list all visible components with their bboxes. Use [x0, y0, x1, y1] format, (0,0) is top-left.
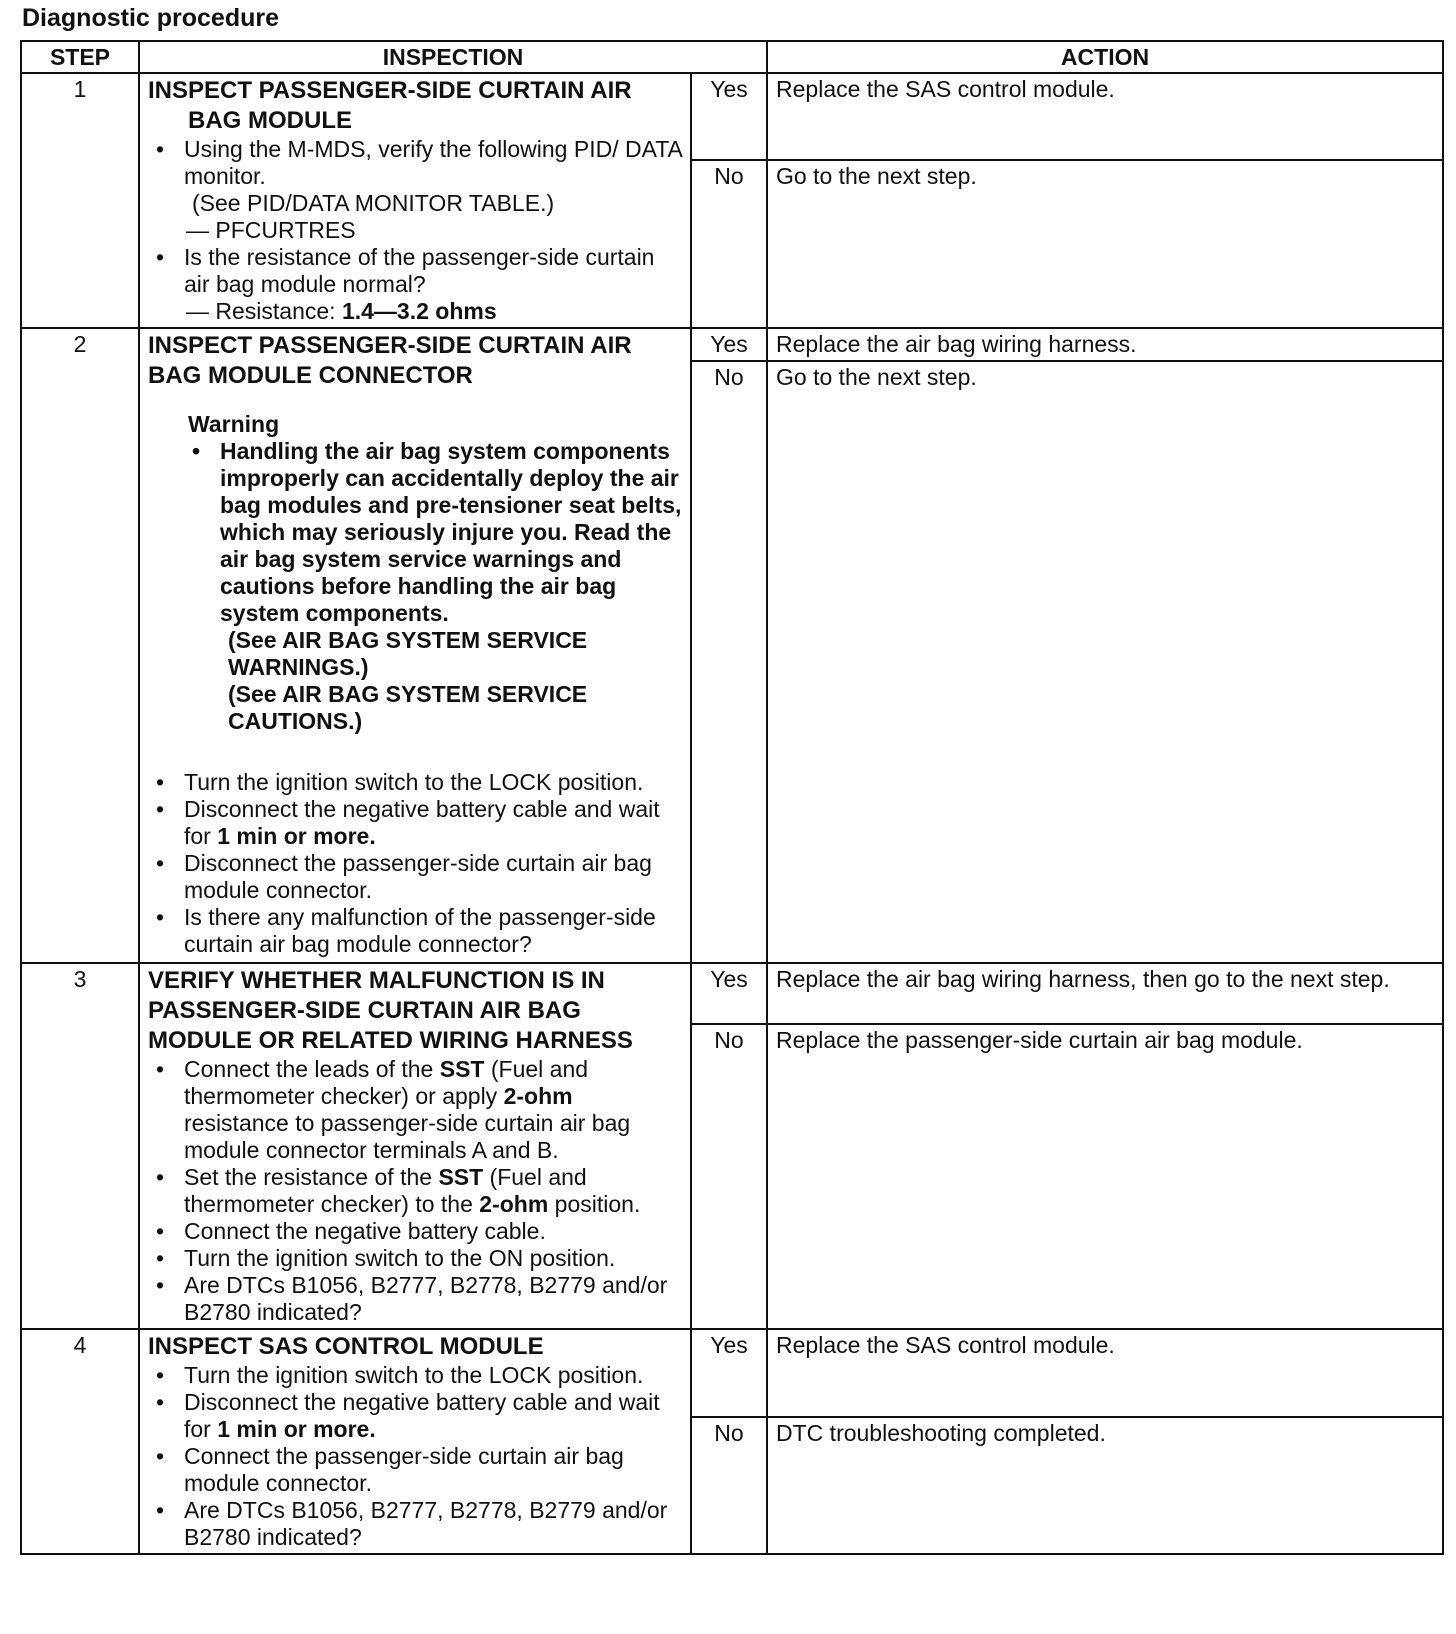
bullet-text: resistance to passenger-side curtain air bag module connector terminals A and B. — [184, 1110, 631, 1163]
bullet-text: Disconnect the negative battery cable and wait for — [184, 796, 660, 849]
table-row — [21, 328, 1443, 361]
list-item: • Turn the ignition switch to the LOCK position. — [184, 1362, 682, 1389]
no-action: Go to the next step. — [767, 361, 1443, 963]
yes-label: Yes — [691, 73, 767, 160]
no-action: Replace the passenger-side curtain air bag module. — [767, 1024, 1443, 1329]
list-item: • Turn the ignition switch to the ON position. — [184, 1245, 682, 1272]
yes-action: Replace the air bag wiring harness, then go to the next step. — [767, 963, 1443, 1024]
inspection-list — [148, 1362, 682, 1551]
no-action: DTC troubleshooting completed. — [767, 1417, 1443, 1555]
inspection-cell — [139, 963, 691, 1329]
list-item — [184, 1389, 682, 1443]
list-item: • Is there any malfunction of the passenger-side curtain air bag module connector? — [184, 904, 682, 958]
list-item: • Connect the negative battery cable. — [184, 1218, 682, 1245]
list-item: • Are DTCs B1056, B2777, B2778, B2779 and/or B2780 indicated? — [184, 1272, 682, 1326]
no-label: No — [691, 361, 767, 963]
list-item — [184, 1056, 682, 1164]
warning-list — [188, 438, 682, 735]
no-label: No — [691, 1417, 767, 1555]
warning-ref: (See AIR BAG SYSTEM SERVICE WARNINGS.) — [228, 627, 588, 680]
inspection-cell — [139, 73, 691, 328]
inspection-list — [148, 1056, 682, 1326]
bullet-text: Disconnect the negative battery cable and wait for — [184, 1389, 660, 1442]
bullet-text: Using the M-MDS, verify the following PID/ DATA monitor. — [184, 136, 682, 189]
bullet-text: Set the resistance of the — [184, 1164, 439, 1190]
header-action: ACTION — [767, 41, 1443, 73]
list-item: • Connect the passenger-side curtain air bag module connector. — [184, 1443, 682, 1497]
inspection-cell — [139, 328, 691, 963]
inspection-list — [148, 769, 682, 958]
no-label: No — [691, 160, 767, 328]
list-item: • Disconnect the passenger-side curtain air bag module connector. — [184, 850, 682, 904]
step-heading: INSPECT PASSENGER-SIDE CURTAIN AIR BAG MODULE CONNECTOR — [148, 332, 632, 389]
list-item — [220, 438, 682, 735]
list-item — [184, 244, 682, 325]
yes-action: Replace the SAS control module. — [767, 1329, 1443, 1417]
resistance-spec — [184, 298, 682, 325]
yes-label: Yes — [691, 328, 767, 361]
bullet-text: (Fuel and thermometer checker) or apply — [184, 1056, 589, 1109]
warning-ref: (See AIR BAG SYSTEM SERVICE CAUTIONS.) — [228, 681, 588, 734]
bullet-text: Is the resistance of the passenger-side curtain air bag module normal? — [184, 244, 655, 297]
warning-title: Warning — [188, 411, 280, 437]
yes-action: Replace the SAS control module. — [767, 73, 1443, 160]
bold-text: 2-ohm — [479, 1191, 549, 1217]
page-title: Diagnostic procedure — [22, 4, 279, 32]
bullet-text: position. — [548, 1191, 641, 1217]
yes-label: Yes — [691, 963, 767, 1024]
warning-text: Handling the air bag system components improperly can accidentally deploy the air bag modules and pre-tensioner seat belts, which may seriously injure you. Read the air bag system service warnings and cautions before handling the air bag system components. — [220, 438, 682, 626]
bullet-text: (Fuel and thermometer checker) to the — [184, 1164, 587, 1217]
header-step: STEP — [21, 41, 139, 73]
step-heading: VERIFY WHETHER MALFUNCTION IS IN PASSENGER-SIDE CURTAIN AIR BAG MODULE OR RELATED WIRING HARNESS — [148, 967, 633, 1054]
ref-text: (See PID/DATA MONITOR TABLE.) — [192, 190, 555, 216]
step-number: 3 — [21, 963, 139, 1329]
list-item — [184, 136, 682, 244]
step-heading: INSPECT SAS CONTROL MODULE — [148, 1333, 544, 1360]
step-heading: INSPECT PASSENGER-SIDE CURTAIN AIR BAG MODULE — [148, 77, 632, 134]
header-inspection: INSPECTION — [139, 41, 767, 73]
yes-action: Replace the air bag wiring harness. — [767, 328, 1443, 361]
step-number: 2 — [21, 328, 139, 963]
inspection-cell — [139, 1329, 691, 1554]
yes-label: Yes — [691, 1329, 767, 1417]
no-label: No — [691, 1024, 767, 1329]
warning-block — [148, 411, 682, 735]
step-number: 4 — [21, 1329, 139, 1554]
bold-text: 2-ohm — [503, 1083, 573, 1109]
list-item — [184, 1164, 682, 1218]
table-row — [21, 73, 1443, 160]
table-row — [21, 963, 1443, 1024]
spec-value: 1.4—3.2 ohms — [341, 298, 497, 324]
spec-label: — Resistance: — [186, 298, 342, 324]
step-number: 1 — [21, 73, 139, 328]
pid-text: — PFCURTRES — [186, 217, 356, 243]
bold-text: SST — [439, 1056, 485, 1082]
bold-text: 1 min or more. — [217, 1416, 376, 1442]
bold-text: SST — [438, 1164, 484, 1190]
bullet-text: Connect the leads of the — [184, 1056, 440, 1082]
inspection-list — [148, 136, 682, 325]
diagnostic-table — [20, 40, 1444, 1555]
list-item: • Are DTCs B1056, B2777, B2778, B2779 and/or B2780 indicated? — [184, 1497, 682, 1551]
list-item: • Turn the ignition switch to the LOCK position. — [184, 769, 682, 796]
table-row — [21, 1329, 1443, 1417]
no-action: Go to the next step. — [767, 160, 1443, 328]
list-item — [184, 796, 682, 850]
header-row — [21, 41, 1443, 73]
bold-text: 1 min or more. — [217, 823, 376, 849]
